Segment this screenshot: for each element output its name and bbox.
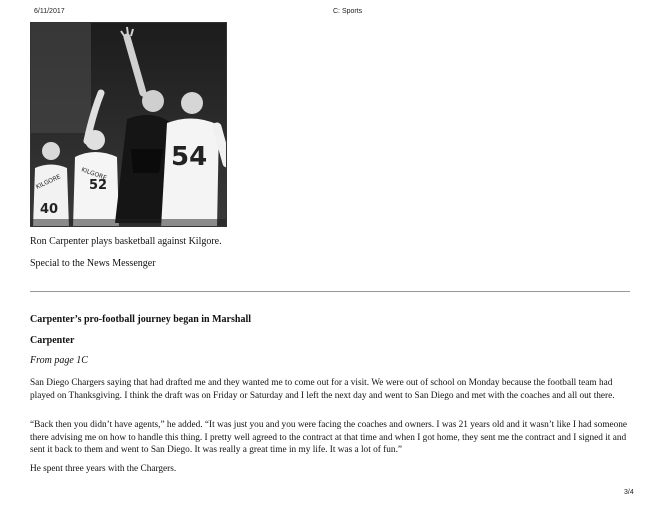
article-subhead: Carpenter	[30, 335, 75, 346]
basketball-photo-illustration	[31, 23, 227, 227]
article-paragraph: He spent three years with the Chargers.	[30, 464, 177, 474]
article-paragraph: “Back then you didn’t have agents,” he added. “It was just you and you were facing the coaches and owners. I was 21 years old and it wasn’t like I had someone there advising me on how to handle this thing. I pretty well agreed to the contract at that time and when I got home, they sent me the contract and I signed it and sent it back to them and went to San Diego. It was really a great time in my life. It was a lot of fun.”	[30, 420, 628, 455]
jersey-lettering-left: KILGORE	[34, 173, 62, 191]
photo-caption: Ron Carpenter plays basketball against Kilgore.	[30, 236, 222, 247]
article-paragraph: San Diego Chargers saying that had drafted me and they wanted me to come out for a visit. We were out of school on Monday because the football team had played on Thanksgiving. I think the draft was on Friday or Saturday and I left the next day and went to San Diego and met with the coaches and all out there.	[30, 378, 615, 401]
article-headline: Carpenter’s pro-football journey began in Marshall	[30, 314, 252, 325]
jersey-number-54: 54	[171, 142, 208, 172]
jersey-number-40: 40	[40, 202, 59, 217]
print-date: 6/11/2017	[34, 8, 65, 15]
jersey-number-52: 52	[89, 178, 108, 193]
section-divider	[30, 291, 630, 292]
basketball-photo	[30, 22, 227, 227]
page-number: 3/4	[624, 489, 634, 496]
jersey-lettering-center: KILGORE	[80, 166, 108, 182]
jump-line: From page 1C	[30, 355, 88, 366]
photo-credit: Special to the News Messenger	[30, 258, 156, 269]
section-label: C: Sports	[333, 8, 363, 15]
